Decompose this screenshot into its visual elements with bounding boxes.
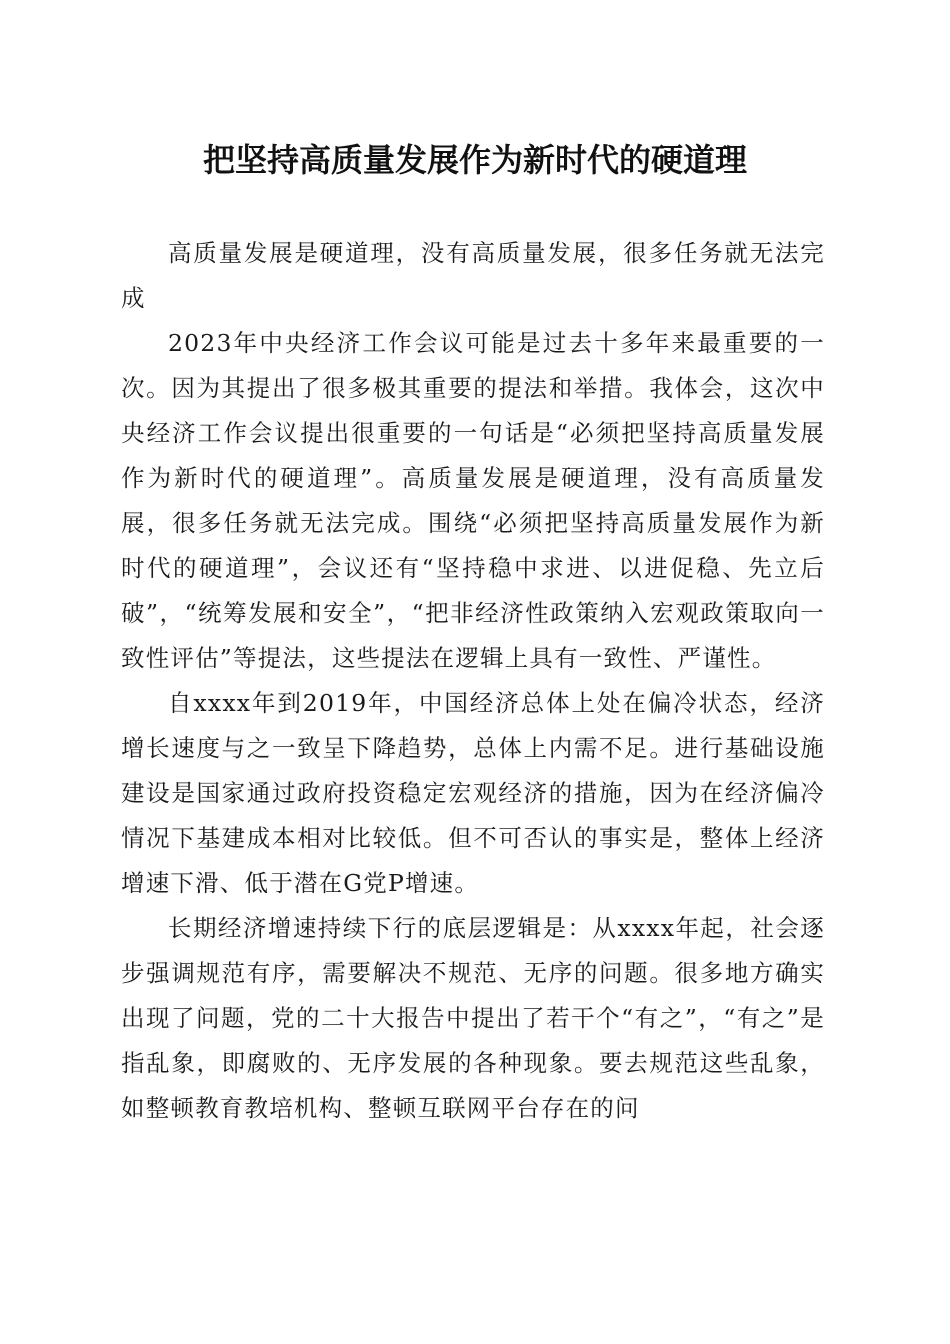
document-body	[121, 231, 825, 1131]
paragraph-2: 2023年中央经济工作会议可能是过去十多年来最重要的一次。因为其提出了很多极其重要的提法和举措。我体会，这次中央经济工作会议提出很重要的一句话是“必须把坚持高质量发展作为新时代的硬道理”。高质量发展是硬道理，没有高质量发展，很多任务就无法完成。围绕“必须把坚持高质量发展作为新时代的硬道理”，会议还有“坚持稳中求进、以进促稳、先立后破”，“统筹发展和安全”，“把非经济性政策纳入宏观政策取向一致性评估”等提法，这些提法在逻辑上具有一致性、严谨性。	[121, 329, 825, 672]
paragraph-3: 自xxxx年到2019年，中国经济总体上处在偏冷状态，经济增长速度与之一致呈下降趋势，总体上内需不足。进行基础设施建设是国家通过政府投资稳定宏观经济的措施，因为在经济偏冷情况下基建成本相对比较低。但不可否认的事实是，整体上经济增速下滑、低于潜在G党P增速。	[121, 689, 825, 897]
paragraph-1: 高质量发展是硬道理，没有高质量发展，很多任务就无法完成	[121, 239, 825, 312]
paragraph-4: 长期经济增速持续下行的底层逻辑是：从xxxx年起，社会逐步强调规范有序，需要解决不规范、无序的问题。很多地方确实出现了问题，党的二十大报告中提出了若干个“有之”，“有之”是指乱象，即腐败的、无序发展的各种现象。要去规范这些乱象，如整顿教育教培机构、整顿互联网平台存在的问	[121, 914, 825, 1122]
document-title: 把坚持高质量发展作为新时代的硬道理	[202, 141, 747, 179]
